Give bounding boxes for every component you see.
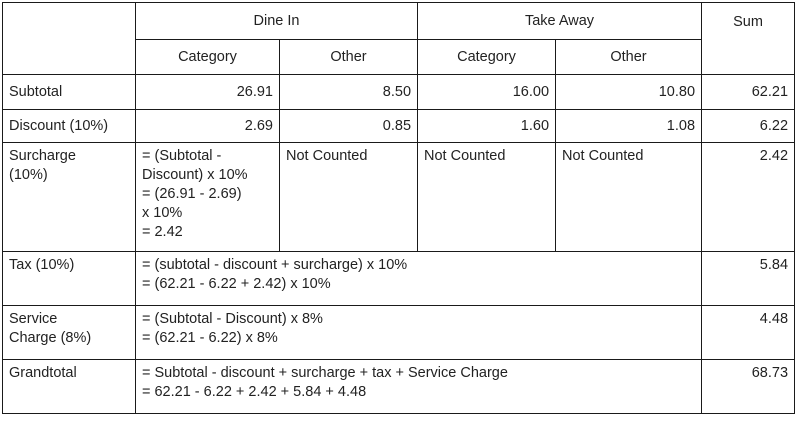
discount-row	[3, 110, 795, 143]
discount-sum: 6.22	[702, 110, 795, 143]
grandtotal-sum: 68.73	[702, 360, 795, 414]
header-dine-in-category: Category	[136, 40, 280, 75]
discount-take-away-category: 1.60	[418, 110, 556, 143]
grandtotal-label: Grandtotal	[3, 360, 136, 414]
surcharge-sum: 2.42	[702, 143, 795, 252]
surcharge-dine-in-category-formula: = (Subtotal - Discount) x 10% = (26.91 - 2.69) x 10% = 2.42	[136, 143, 280, 252]
subtotal-sum: 62.21	[702, 75, 795, 110]
header-dine-in-other: Other	[280, 40, 418, 75]
surcharge-label: Surcharge (10%)	[3, 143, 136, 252]
discount-dine-in-category: 2.69	[136, 110, 280, 143]
grandtotal-formula: = Subtotal - discount + surcharge + tax + Service Charge = 62.21 - 6.22 + 2.42 + 5.84 + 4.48	[136, 360, 702, 414]
subtotal-dine-in-category: 26.91	[136, 75, 280, 110]
surcharge-dine-in-other: Not Counted	[280, 143, 418, 252]
service-charge-label: Service Charge (8%)	[3, 306, 136, 360]
header-sum: Sum	[702, 3, 795, 75]
header-row-groups	[3, 3, 795, 40]
subtotal-label: Subtotal	[3, 75, 136, 110]
surcharge-take-away-category: Not Counted	[418, 143, 556, 252]
subtotal-dine-in-other: 8.50	[280, 75, 418, 110]
service-charge-row	[3, 306, 795, 360]
discount-dine-in-other: 0.85	[280, 110, 418, 143]
subtotal-row	[3, 75, 795, 110]
tax-sum: 5.84	[702, 252, 795, 306]
tax-row	[3, 252, 795, 306]
header-take-away: Take Away	[418, 3, 702, 40]
discount-take-away-other: 1.08	[556, 110, 702, 143]
header-take-away-category: Category	[418, 40, 556, 75]
discount-label: Discount (10%)	[3, 110, 136, 143]
tax-formula: = (subtotal - discount + surcharge) x 10% = (62.21 - 6.22 + 2.42) x 10%	[136, 252, 702, 306]
calculation-table	[2, 2, 795, 414]
service-charge-sum: 4.48	[702, 306, 795, 360]
corner-cell	[3, 3, 136, 75]
header-dine-in: Dine In	[136, 3, 418, 40]
surcharge-row	[3, 143, 795, 252]
subtotal-take-away-category: 16.00	[418, 75, 556, 110]
subtotal-take-away-other: 10.80	[556, 75, 702, 110]
tax-label: Tax (10%)	[3, 252, 136, 306]
grandtotal-row	[3, 360, 795, 414]
service-charge-formula: = (Subtotal - Discount) x 8% = (62.21 - 6.22) x 8%	[136, 306, 702, 360]
surcharge-take-away-other: Not Counted	[556, 143, 702, 252]
header-take-away-other: Other	[556, 40, 702, 75]
